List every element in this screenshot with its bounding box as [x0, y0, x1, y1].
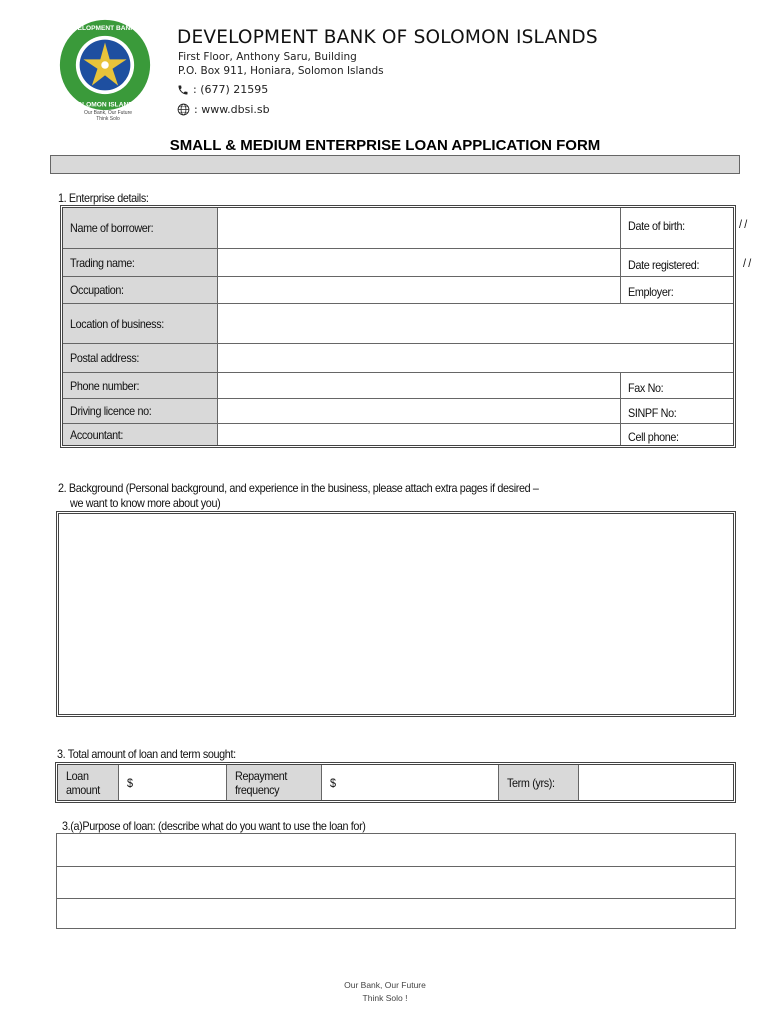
label-trading-name: Trading name: — [70, 255, 135, 270]
term-label: Term (yrs): — [507, 775, 555, 790]
loan-amount-label-cell — [58, 765, 118, 800]
field-trading-name[interactable] — [218, 249, 751, 276]
purpose-of-loan-box[interactable] — [56, 833, 736, 929]
row-trading-name — [63, 248, 751, 276]
form-title: SMALL & MEDIUM ENTERPRISE LOAN APPLICATION FORM — [169, 137, 601, 154]
repayment-label-1: Repayment — [235, 768, 287, 783]
label-fax-no: Fax No: — [628, 381, 664, 395]
website-contact — [177, 103, 270, 116]
loan-table — [55, 762, 736, 803]
row-location-of-business — [63, 303, 733, 343]
address-line-2: P.O. Box 911, Honiara, Solomon Islands — [178, 65, 384, 77]
phone-icon — [177, 84, 189, 96]
loan-amount-field[interactable] — [118, 765, 226, 800]
row-occupation — [63, 276, 733, 303]
field-date-registered[interactable] — [620, 249, 751, 276]
field-location-of-business[interactable] — [218, 304, 733, 343]
phone-number: : (677) 21595 — [193, 83, 269, 96]
label-date-of-birth: Date of birth: — [628, 219, 685, 233]
loan-amount-label-1: Loan — [66, 768, 89, 783]
field-accountant[interactable] — [218, 424, 733, 445]
row-phone-number — [63, 372, 733, 398]
row-postal-address — [63, 343, 733, 372]
row-accountant — [63, 423, 733, 445]
term-label-cell — [498, 765, 578, 800]
label-occupation: Occupation: — [70, 283, 124, 297]
section3-heading: 3. Total amount of loan and term sought: — [57, 747, 236, 761]
label-location-of-business: Location of business: — [70, 316, 164, 331]
footer-line-1: Our Bank, Our Future — [344, 980, 426, 990]
loan-amount-label-2: amount — [66, 782, 100, 797]
label-sinpf-no: SINPF No: — [628, 406, 677, 420]
phone-contact — [177, 83, 268, 96]
field-name-of-borrower[interactable] — [218, 208, 747, 248]
bank-name: DEVELOPMENT BANK OF SOLOMON ISLANDS — [177, 27, 598, 48]
purpose-line-1 — [57, 866, 735, 867]
footer-line-2: Think Solo ! — [362, 993, 408, 1003]
section2-heading-line1: 2. Background (Personal background, and experience in the business, please attach extra pages if desired – — [58, 481, 539, 495]
enterprise-details-table — [60, 205, 751, 448]
date-of-birth-separators: / / — [739, 217, 747, 231]
title-bar — [50, 155, 740, 174]
field-fax-no[interactable] — [620, 373, 733, 398]
address-line-1: First Floor, Anthony Saru, Building — [178, 51, 357, 63]
logo-text-bottom: SOLOMON ISLANDS — [72, 101, 138, 109]
website-url[interactable]: : www.dbsi.sb — [194, 103, 270, 116]
background-textarea[interactable] — [56, 511, 736, 717]
term-field[interactable] — [578, 765, 733, 800]
label-employer: Employer: — [628, 285, 674, 299]
label-cell-phone: Cell phone: — [628, 430, 679, 444]
label-date-registered: Date registered: — [628, 258, 700, 272]
repayment-frequency-label-cell — [226, 765, 321, 800]
field-phone-number[interactable] — [218, 373, 733, 398]
row-driving-licence — [63, 398, 733, 423]
field-sinpf-no[interactable] — [620, 399, 733, 423]
label-phone-number: Phone number: — [70, 378, 140, 393]
repayment-label-2: frequency — [235, 782, 280, 797]
section3a-heading: 3.(a)Purpose of loan: (describe what do you want to use the loan for) — [62, 819, 366, 833]
row-name-of-borrower — [63, 208, 747, 248]
field-employer[interactable] — [620, 277, 733, 303]
logo-tagline: Our Bank, Our Future Think Solo — [83, 110, 133, 122]
label-driving-licence: Driving licence no: — [70, 404, 152, 418]
field-occupation[interactable] — [218, 277, 733, 303]
repayment-frequency-field[interactable] — [321, 765, 498, 800]
section1-heading: 1. Enterprise details: — [58, 191, 149, 205]
section2-heading-line2: we want to know more about you) — [70, 496, 221, 510]
globe-icon — [177, 103, 190, 116]
field-date-of-birth[interactable] — [620, 208, 747, 248]
label-accountant: Accountant: — [70, 427, 124, 442]
label-postal-address: Postal address: — [70, 351, 140, 365]
loan-amount-currency: $ — [127, 775, 133, 790]
field-driving-licence[interactable] — [218, 399, 733, 423]
label-name-of-borrower: Name of borrower: — [70, 221, 154, 235]
purpose-line-2 — [57, 898, 735, 899]
field-postal-address[interactable] — [218, 344, 733, 372]
repayment-currency: $ — [330, 775, 336, 790]
dbsi-logo — [58, 18, 152, 112]
date-registered-separators: / / — [743, 256, 751, 270]
logo-text-top: DEVELOPMENT BANK OF — [64, 25, 146, 33]
field-cell-phone[interactable] — [620, 424, 733, 445]
